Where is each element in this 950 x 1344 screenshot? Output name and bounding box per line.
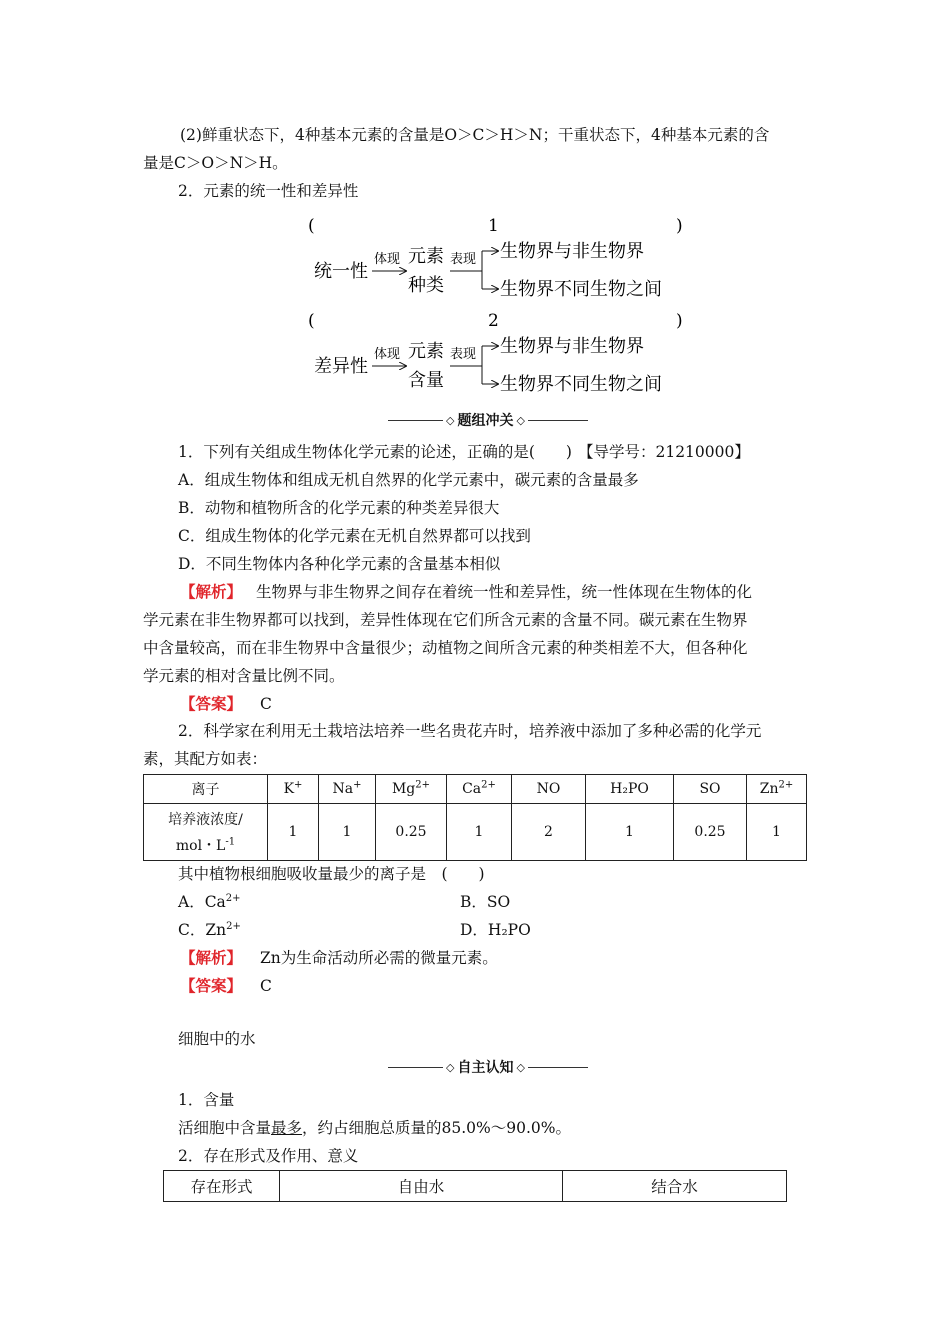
- header-bound-water: 结合水: [563, 1171, 787, 1202]
- section-title-water: 细胞中的水: [178, 1030, 256, 1048]
- q2-option-a: A．$Ca^{2+}$: [178, 892, 241, 911]
- paren-open-2: (: [308, 311, 315, 331]
- q2-option-c: C．$Zn^{2+}$: [178, 920, 241, 939]
- value-cell: 0.25: [674, 804, 747, 861]
- diamond-icon: ◇: [446, 413, 455, 427]
- ion-no: NO: [512, 775, 586, 804]
- ion-k: K+: [268, 775, 319, 804]
- header-free-water: 自由水: [280, 1171, 563, 1202]
- diamond-icon: ◇: [516, 1060, 525, 1074]
- ion-zn: $Zn^{2+}$: [747, 775, 807, 804]
- table-header-row: [164, 1171, 787, 1202]
- q2-stem-line-2: 素，其配方如表：: [143, 750, 268, 768]
- water-item-2-title: 2．存在形式及作用、意义: [178, 1147, 359, 1165]
- q1-answer: [180, 692, 272, 714]
- arrow-label-embody-2: 体现: [374, 347, 401, 362]
- q1-analysis-line-1: [180, 580, 752, 602]
- q1-stem: [178, 440, 750, 462]
- concentration-label: 培养液浓度/ mol・$L^{-1}$: [144, 804, 268, 861]
- q1-analysis-line-2: 学元素在非生物界都可以找到，差异性体现在它们所含元素的含量不同。碳元素在生物界: [143, 611, 748, 629]
- group-2-number: 2: [488, 311, 499, 331]
- branch-bottom-1: 生物界不同生物之间: [500, 279, 662, 300]
- q1-option-b: B．动物和植物所含的化学元素的种类差异很大: [178, 499, 500, 517]
- analysis-tag: 【解析】: [180, 582, 243, 601]
- table-header-row: [144, 775, 807, 804]
- intro-line-1: (2)鲜重状态下，4种基本元素的含量是O＞C＞H＞N；干重状态下，4种基本元素的含: [180, 126, 770, 144]
- divider-line: [528, 420, 588, 421]
- q2-answer: [180, 974, 272, 996]
- value-cell: 1: [747, 804, 807, 861]
- type-label: 种类: [408, 275, 444, 296]
- branch-bottom-2: 生物界不同生物之间: [500, 374, 662, 395]
- ion-ca: $Ca^{2+}$: [447, 775, 512, 804]
- q1-analysis-line-3: 中含量较高，而在非生物界中含量很少；动植物之间所含元素的种类相差不大，但各种化: [143, 639, 748, 657]
- answer-value: C: [260, 977, 272, 995]
- section-divider-practice: [388, 410, 588, 430]
- header-form: 存在形式: [164, 1171, 280, 1202]
- table-row: [144, 804, 807, 861]
- q1-stem-text: 1．下列有关组成生物体化学元素的论述，正确的是( ): [178, 443, 572, 461]
- arrow-label-manifest-1: 表现: [450, 252, 477, 267]
- analysis-text: 生物界与非生物界之间存在着统一性和差异性，统一性体现在生物体的化: [256, 583, 753, 601]
- q1-option-c: C．组成生物体的化学元素在无机自然界都可以找到: [178, 527, 531, 545]
- nutrient-solution-table: [143, 774, 807, 861]
- intro-line-2: 量是C＞O＞N＞H。: [143, 154, 288, 172]
- group-1-number: 1: [488, 216, 499, 236]
- analysis-tag: 【解析】: [180, 948, 243, 967]
- answer-tag: 【答案】: [180, 976, 243, 995]
- ion-so: SO: [674, 775, 747, 804]
- element-label-2: 元素: [408, 341, 444, 362]
- divider-label: 自主认知: [457, 1060, 514, 1076]
- branch-top-2: 生物界与非生物界: [500, 336, 644, 357]
- diamond-icon: ◇: [446, 1060, 455, 1074]
- q1-option-a: A．组成生物体和组成无机自然界的化学元素中，碳元素的含量最多: [178, 471, 639, 489]
- water-forms-table: [163, 1170, 787, 1202]
- table-header-cell: 离子: [144, 775, 268, 804]
- value-cell: 1: [319, 804, 376, 861]
- water-item-1-text: 活细胞中含量最多，约占细胞总质量的85.0%～90.0%。: [178, 1119, 572, 1137]
- water-item-1-title: 1．含量: [178, 1091, 235, 1109]
- ion-na: Na+: [319, 775, 376, 804]
- diamond-icon: ◇: [516, 413, 525, 427]
- diversity-label: 差异性: [314, 356, 368, 377]
- paren-close-2: ): [676, 311, 683, 331]
- q2-analysis: [180, 946, 498, 968]
- section-heading-unity-diversity: 2．元素的统一性和差异性: [178, 182, 359, 200]
- underlined-most: 最多: [271, 1119, 303, 1137]
- divider-line: [388, 420, 443, 421]
- branch-top-1: 生物界与非生物界: [500, 241, 644, 262]
- value-cell: 1: [268, 804, 319, 861]
- ion-h2po: H₂PO: [586, 775, 674, 804]
- q2-stem-line-1: 2．科学家在利用无土栽培法培养一些名贵花卉时，培养液中添加了多种必需的化学元: [178, 722, 762, 740]
- q1-option-d: D．不同生物体内各种化学元素的含量基本相似: [178, 555, 501, 573]
- section-divider-self-study: [388, 1057, 588, 1077]
- q1-analysis-line-4: 学元素的相对含量比例不同。: [143, 667, 345, 685]
- paren-open-1: (: [308, 216, 315, 236]
- arrow-label-embody-1: 体现: [374, 252, 401, 267]
- q2-option-b: B．SO: [460, 893, 511, 911]
- analysis-text: Zn为生命活动所必需的微量元素。: [260, 949, 498, 967]
- q1-guide-number: 【导学号：21210000】: [577, 443, 750, 461]
- answer-value: C: [260, 695, 272, 713]
- value-cell: 0.25: [376, 804, 447, 861]
- answer-tag: 【答案】: [180, 694, 243, 713]
- paren-close-1: ): [676, 216, 683, 236]
- element-label-1: 元素: [408, 246, 444, 267]
- value-cell: 1: [447, 804, 512, 861]
- unity-label: 统一性: [314, 261, 368, 282]
- content-label: 含量: [408, 370, 444, 391]
- value-cell: 2: [512, 804, 586, 861]
- divider-label: 题组冲关: [457, 413, 514, 429]
- ion-mg: $Mg^{2+}$: [376, 775, 447, 804]
- value-cell: 1: [586, 804, 674, 861]
- divider-line: [528, 1067, 588, 1068]
- arrow-label-manifest-2: 表现: [450, 347, 477, 362]
- q2-question: 其中植物根细胞吸收量最少的离子是 ( ): [178, 865, 485, 883]
- unity-diversity-diagram: [300, 205, 700, 405]
- q2-option-d: D．H₂PO: [460, 921, 531, 939]
- divider-line: [388, 1067, 443, 1068]
